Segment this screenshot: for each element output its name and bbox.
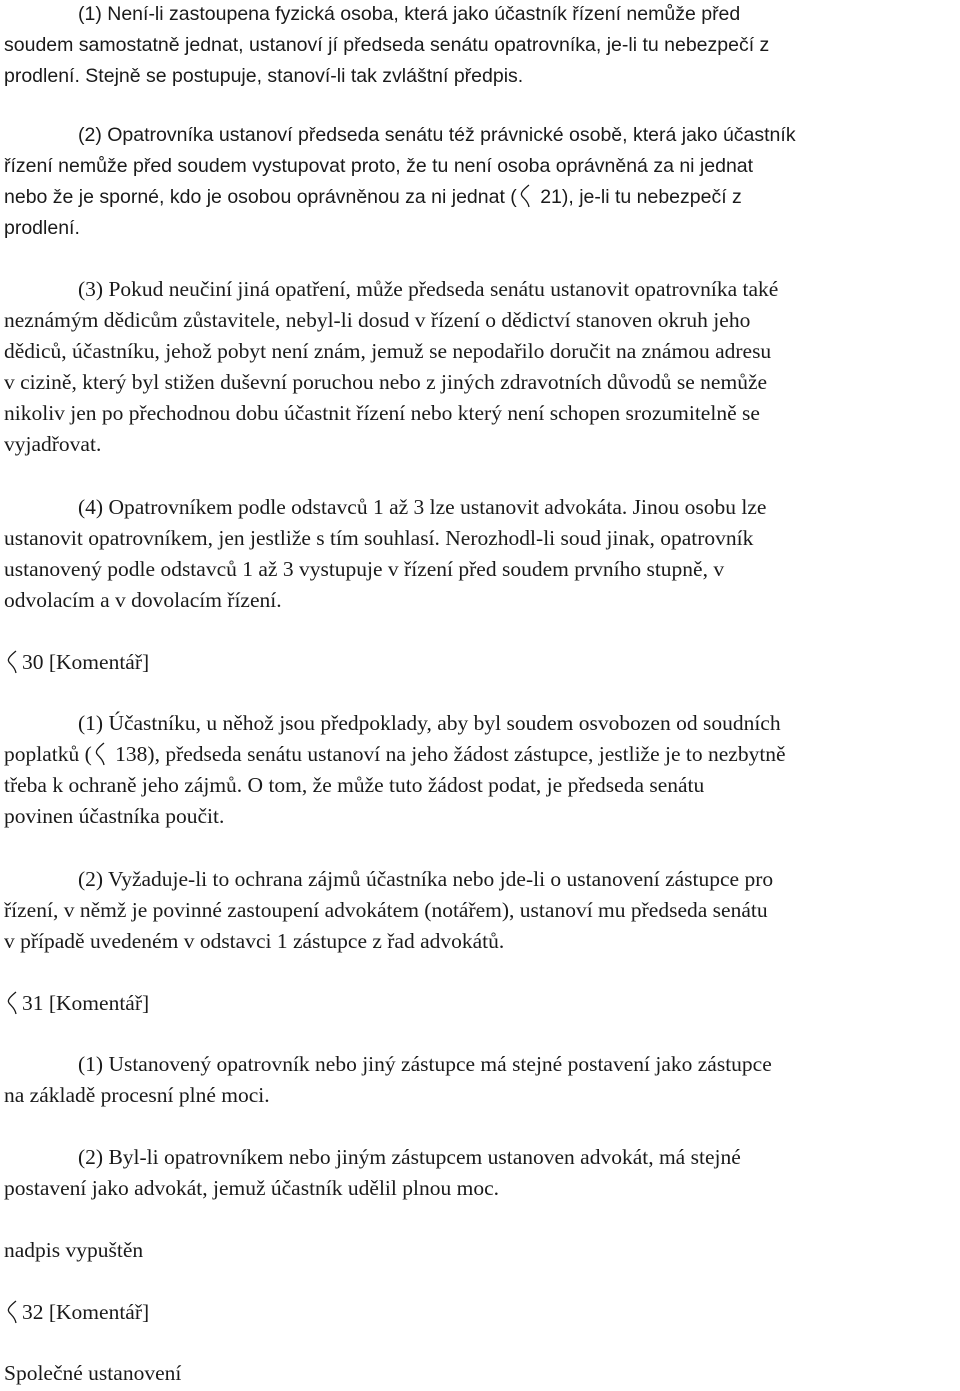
paragraph-1 xyxy=(4,0,956,92)
text-segment: nebo že je sporné, kdo je osobou oprávněnou za ni jednat ( xyxy=(4,186,517,208)
text-line: řízení nemůže před soudem vystupovat proto, že tu není osoba oprávněná za ni jednat xyxy=(4,155,754,177)
section-label: 32 [Komentář] xyxy=(22,1300,150,1324)
text-line: postavení jako advokát, jemuž účastník udělil plnou moc. xyxy=(4,1176,499,1200)
section-31-heading[interactable] xyxy=(4,988,149,1019)
text-line: (1) Není-li zastoupena fyzická osoba, která jako účastník řízení nemůže před xyxy=(78,3,741,25)
text-segment: poplatků ( xyxy=(4,742,92,766)
text-line: řízení, v němž je povinné zastoupení advokátem (notářem), ustanoví mu předseda senátu xyxy=(4,898,768,922)
text-line: v případě uvedeném v odstavci 1 zástupce z řad advokátů. xyxy=(4,929,505,953)
paragraph-30-1 xyxy=(4,708,956,832)
section-sign-icon xyxy=(4,1300,18,1324)
section-30-heading[interactable] xyxy=(4,647,149,678)
text-line: (1) Ustanovený opatrovník nebo jiný zástupce má stejné postavení jako zástupce xyxy=(78,1052,772,1076)
text-line: (4) Opatrovníkem podle odstavců 1 až 3 lze ustanovit advokáta. Jinou osobu lze xyxy=(78,495,767,519)
text-line: třeba k ochraně jeho zájmů. O tom, že může tuto žádost podat, je předseda senátu xyxy=(4,773,705,797)
text-line: odvolacím a v dovolacím řízení. xyxy=(4,588,282,612)
text-line: vyjadřovat. xyxy=(4,432,102,456)
text-line: neznámým dědicům zůstavitele, nebyl-li dosud v řízení o dědictví stanoven okruh jeho xyxy=(4,308,751,332)
text-line: ustanovený podle odstavců 1 až 3 vystupuje v řízení před soudem prvního stupně, v xyxy=(4,557,725,581)
paragraph-31-1 xyxy=(4,1049,956,1111)
text-segment: 21), je-li tu nebezpečí z xyxy=(534,186,742,208)
paragraph-30-2 xyxy=(4,864,956,957)
paragraph-3 xyxy=(4,274,956,460)
text-line: nikoliv jen po přechodnou dobu účastnit řízení nebo který není schopen srozumitelně se xyxy=(4,401,760,425)
text-line: (1) Účastníku, u něhož jsou předpoklady, aby byl soudem osvobozen od soudních xyxy=(78,711,781,735)
section-sign-icon xyxy=(4,650,18,674)
text-line: soudem samostatně jednat, ustanoví jí předseda senátu opatrovníka, je-li tu nebezpečí z xyxy=(4,34,770,56)
section-32-heading[interactable] xyxy=(4,1297,149,1328)
text-line: prodlení. Stejně se postupuje, stanoví-li tak zvláštní předpis. xyxy=(4,65,524,87)
text-segment: 138), předseda senátu ustanoví na jeho žádost zástupce, jestliže je to nezbytně xyxy=(109,742,786,766)
text-line: (2) Opatrovníka ustanoví předseda senátu též právnické osobě, která jako účastník xyxy=(78,124,796,146)
heading-removed-note: nadpis vypuštěn xyxy=(4,1238,144,1262)
paragraph-31-2 xyxy=(4,1142,956,1204)
paragraph-4 xyxy=(4,492,956,616)
common-provisions-heading: Společné ustanovení xyxy=(4,1361,182,1385)
text-line: prodlení. xyxy=(4,217,80,239)
text-line: (3) Pokud neučiní jiná opatření, může předseda senátu ustanovit opatrovníka také xyxy=(78,277,779,301)
text-line xyxy=(4,182,956,213)
text-line xyxy=(4,739,956,770)
section-sign-icon xyxy=(517,184,531,208)
section-label: 30 [Komentář] xyxy=(22,650,150,674)
text-line: dědiců, účastníku, jehož pobyt není znám, jemuž se nepodařilo doručit na známou adresu xyxy=(4,339,772,363)
section-sign-icon xyxy=(92,742,106,766)
text-line: v cizině, který byl stižen duševní poruchou nebo z jiných zdravotních důvodů se nemůže xyxy=(4,370,768,394)
text-line: ustanovit opatrovníkem, jen jestliže s tím souhlasí. Nerozhodl-li soud jinak, opatrovník xyxy=(4,526,754,550)
text-line: povinen účastníka poučit. xyxy=(4,804,225,828)
text-line: na základě procesní plné moci. xyxy=(4,1083,270,1107)
section-label: 31 [Komentář] xyxy=(22,991,150,1015)
text-line: (2) Vyžaduje-li to ochrana zájmů účastníka nebo jde-li o ustanovení zástupce pro xyxy=(78,867,774,891)
text-line: (2) Byl-li opatrovníkem nebo jiným zástupcem ustanoven advokát, má stejné xyxy=(78,1145,741,1169)
paragraph-2 xyxy=(4,120,956,244)
section-sign-icon xyxy=(4,991,18,1015)
